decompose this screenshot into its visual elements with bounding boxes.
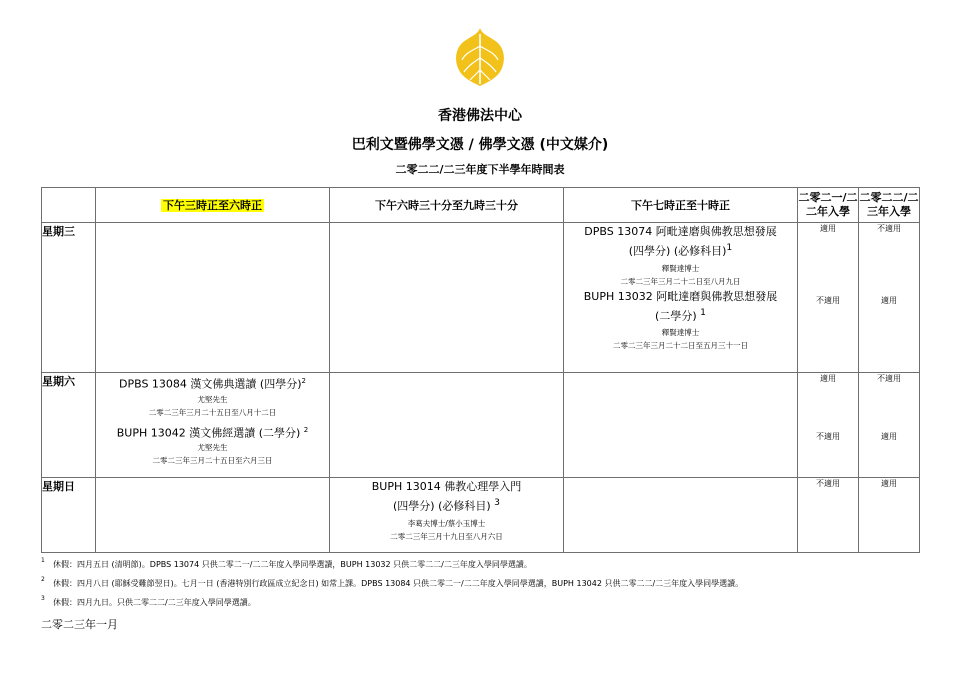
day-header: [42, 188, 96, 223]
day-label: 星期日: [42, 478, 96, 553]
intake-header-2122: 二零二一/二二年入學: [798, 188, 859, 223]
slot-header-1500: 下午三時正至六時正: [96, 188, 330, 223]
slot-cell-empty: [96, 478, 330, 553]
course-teacher: 釋賢達博士: [661, 263, 700, 273]
course-title: BUPH 13014 佛教心理學入門: [371, 480, 522, 493]
course-title: BUPH 13042 漢文佛經選讀 (二學分) $^2$: [116, 425, 309, 440]
footnotes: [41, 558, 921, 615]
course-dates: 二零二三年三月二十五日至八月十二日: [148, 407, 277, 417]
bodhi-leaf-icon: [452, 26, 508, 90]
org-name: 香港佛法中心: [438, 108, 522, 124]
eligibility-cell-2122: 不適用: [798, 478, 859, 553]
slot-cell-empty: [330, 223, 564, 373]
course-credits: (二學分) $^1$: [655, 306, 706, 323]
issue-date: 二零二三年一月: [41, 618, 118, 631]
table-row-saturday: [42, 373, 920, 478]
course-teacher: 釋賢達博士: [661, 328, 700, 338]
slot-cell-empty: [330, 373, 564, 478]
eligibility-cell-2122: 適用 不適用: [798, 373, 859, 478]
footnote: 3 休假：四月九日。只供二零二二/二三年度入學同學選讀。: [41, 595, 256, 607]
course-dates: 二零二三年三月二十五日至六月三日: [152, 456, 273, 466]
course-title: BUPH 13032 阿毗達磨與佛教思想發展: [583, 289, 778, 303]
table-row-wednesday: [42, 223, 920, 373]
slot-cell-courses: [564, 223, 798, 373]
program-title: 巴利文暨佛學文憑 / 佛學文憑 (中文媒介): [351, 137, 609, 153]
intake-header-2223: 二零二二/二三年入學: [859, 188, 920, 223]
eligibility-cell-2223: 不適用 適用: [859, 223, 920, 373]
slot-cell-empty: [96, 223, 330, 373]
table-row-sunday: [42, 478, 920, 553]
course-teacher: 尤堅先生: [197, 443, 228, 453]
slot-cell-courses: [96, 373, 330, 478]
eligibility-cell-2223: 不適用 適用: [859, 373, 920, 478]
day-label: 星期六: [42, 373, 96, 478]
footnote: 1 休假：四月五日 (清明節)。DPBS 13074 只供二零二一/二二年度入學同學選讀，BUPH 13032 只供二零二二/二三年度入學同學選讀。: [41, 557, 532, 569]
course-teacher: 尤堅先生: [197, 394, 228, 404]
slot-cell-empty: [564, 478, 798, 553]
course-credits: (四學分) (必修科目)$^1$: [628, 242, 733, 258]
header-row: [42, 188, 920, 223]
timetable-title: 二零二二/二三年度下半學年時間表: [395, 163, 565, 176]
course-teacher: 李葛夫博士/蔡小玉博士: [407, 518, 486, 528]
day-label: 星期三: [42, 223, 96, 373]
slot-cell-empty: [564, 373, 798, 478]
course-dates: 二零二三年三月十九日至八月六日: [390, 531, 503, 541]
course-dates: 二零二三年三月二十二日至八月九日: [620, 276, 741, 286]
course-title: DPBS 13084 漢文佛典選讀 (四學分)$^2$: [119, 377, 306, 391]
eligibility-cell-2223: 適用: [859, 478, 920, 553]
course-dates: 二零二三年三月二十二日至五月三十一日: [613, 341, 748, 351]
course-title: DPBS 13074 阿毗達磨與佛教思想發展: [584, 225, 777, 238]
footnote: 2 休假：四月八日 (耶穌受難節翌日)。七月一日 (香港特別行政區成立紀念日) 如常上課。DPBS 13084 只供二零二一/二二年度入學同學選讀，BUPH 13042 只供二零二二/二三年度入學同學選讀。: [41, 576, 744, 588]
course-credits: (四學分) (必修科目) $^3$: [393, 497, 500, 513]
eligibility-cell-2122: 適用 不適用: [798, 223, 859, 373]
timetable: [41, 187, 920, 553]
slot-header-1900: 下午七時正至十時正: [564, 188, 798, 223]
slot-cell-courses: [330, 478, 564, 553]
slot-header-1830: 下午六時三十分至九時三十分: [330, 188, 564, 223]
